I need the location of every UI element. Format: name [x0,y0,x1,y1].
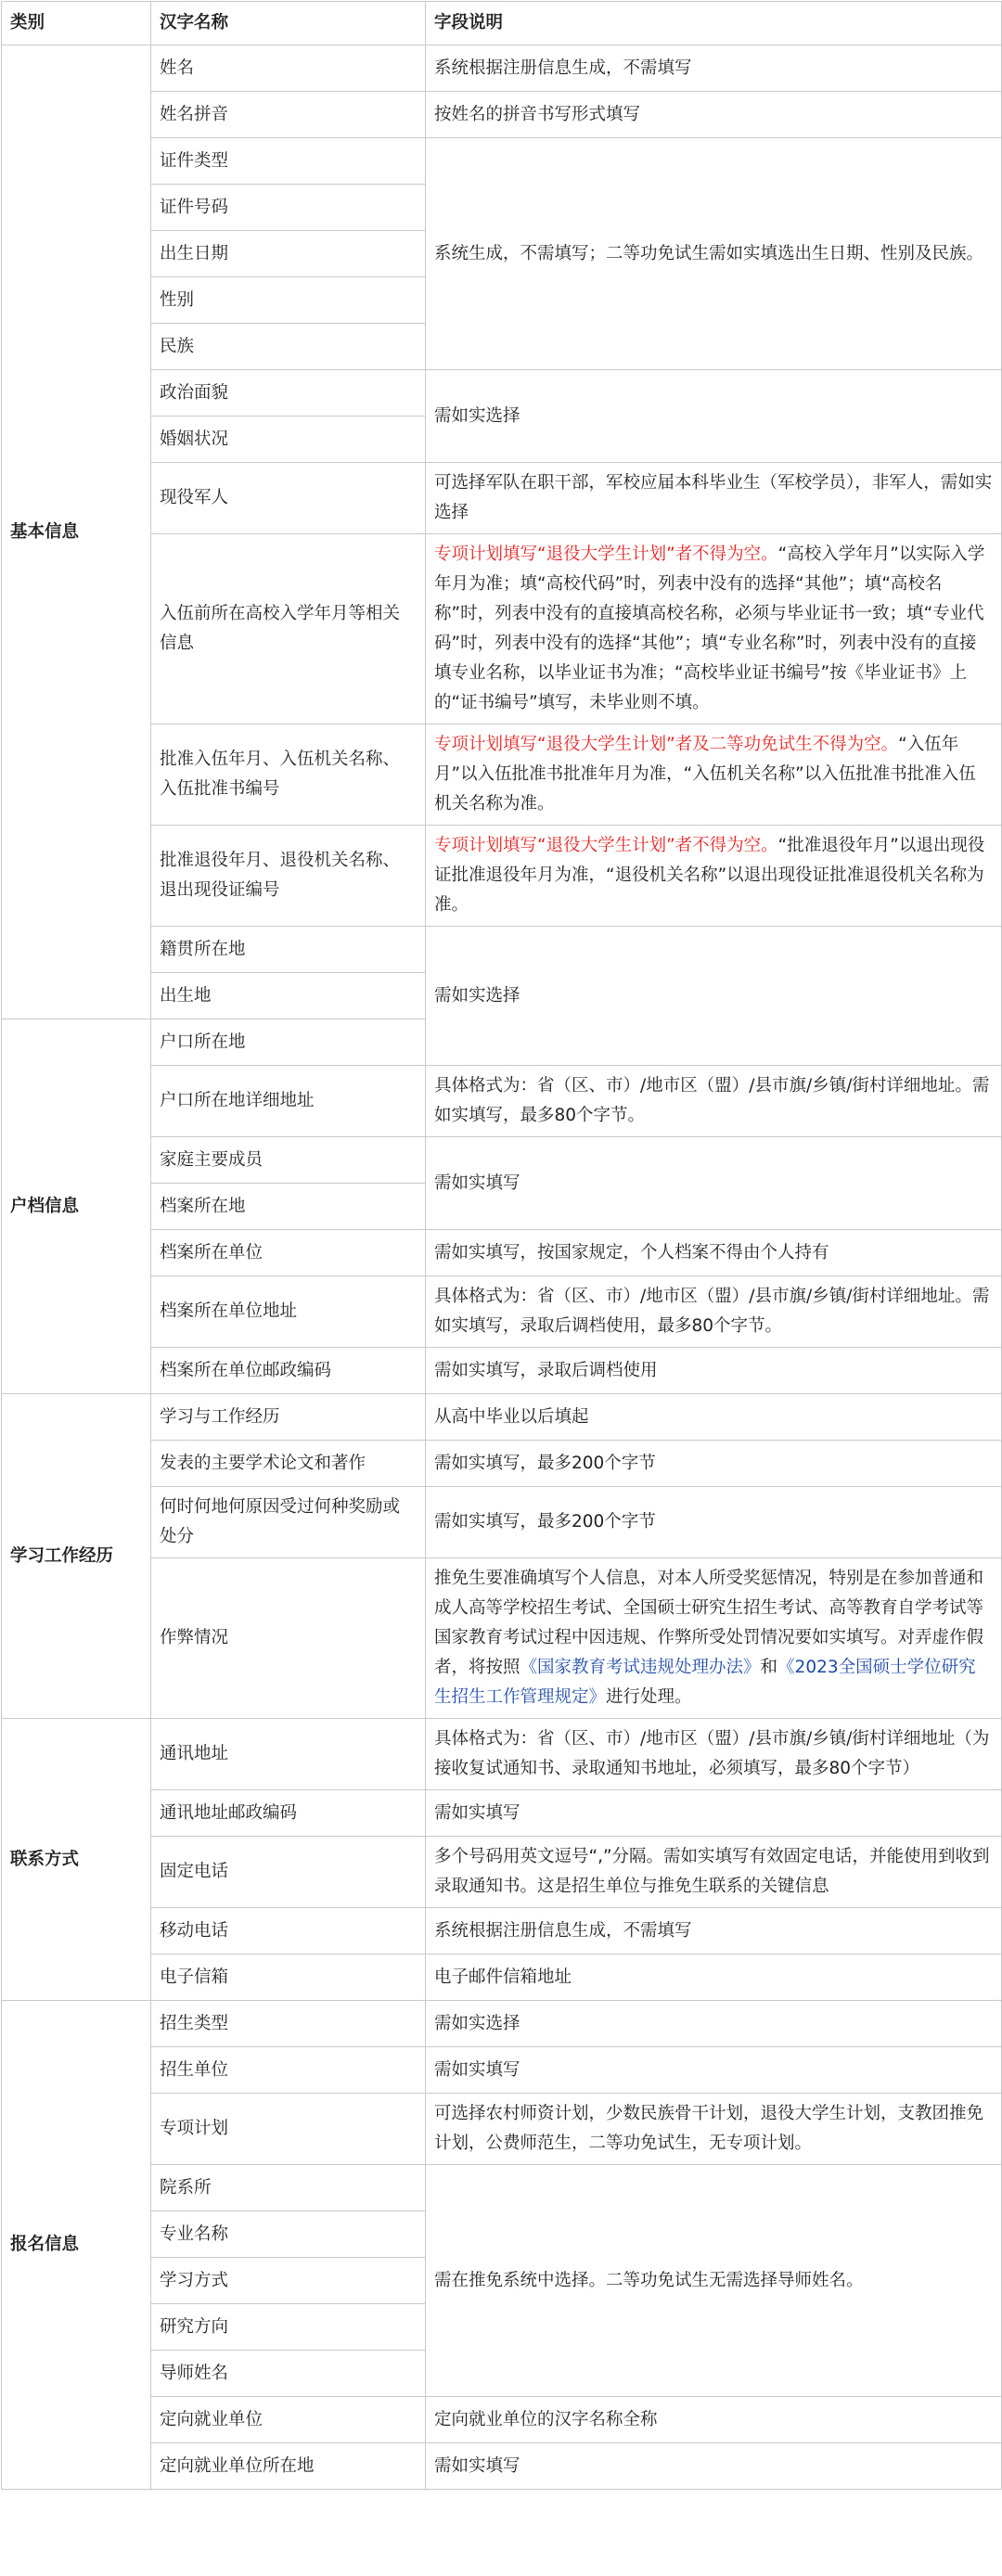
table-row [2,1066,1002,1137]
field-name: 何时何地何原因受过何种奖励或处分 [151,1487,426,1558]
field-description: 可选择军队在职干部，军校应届本科毕业生（军校学员），非军人，需如实选择 [426,463,1002,534]
field-description: 可选择农村师资计划，少数民族骨干计划，退役大学生计划，支教团推免计划，公费师范生，二等功免试生，无专项计划。 [426,2094,1002,2165]
field-name: 发表的主要学术论文和著作 [151,1441,426,1487]
field-name: 招生类型 [151,2001,426,2047]
table-header-row [2,2,1002,45]
field-name: 婚姻状况 [151,417,426,463]
field-name: 招生单位 [151,2047,426,2094]
field-description: 需在推免系统中选择。二等功免试生无需选择导师姓名。 [426,2165,1002,2397]
field-name: 学习与工作经历 [151,1394,426,1441]
field-name: 出生日期 [151,231,426,277]
field-description: 需如实填写 [426,2443,1002,2490]
table-row [2,724,1002,826]
field-name: 定向就业单位 [151,2397,426,2443]
field-name: 户口所在地 [151,1019,426,1066]
table-row [2,1394,1002,1441]
table-row [2,1790,1002,1837]
regulation-link[interactable]: 《2023全国硕士学位研究生招生工作管理规定》 [434,1658,976,1707]
field-name: 学习方式 [151,2258,426,2304]
field-description: 具体格式为：省（区、市）/地市区（盟）/县市旗/乡镇/街村详细地址。需如实填写，最多80个字节。 [426,1066,1002,1137]
field-name: 档案所在单位 [151,1230,426,1276]
description-text: “高校入学年月”以实际入学年月为准；填“高校代码”时，列表中没有的选择“其他”；填“高校名称”时，列表中没有的直接填高校名称，必须与毕业证书一致；填“专业代码”时，列表中没有的选择“其他”；填“专业名称”时，列表中没有的直接填专业名称，以毕业证书为准；“高校毕业证书编号”按《毕业证书》上的“证书编号”填写，未毕业则不填。 [434,545,985,712]
table-row [2,92,1002,138]
field-name: 出生地 [151,973,426,1019]
field-name: 批准退役年月、退役机关名称、退出现役证编号 [151,826,426,927]
field-description: 需如实选择 [426,370,1002,463]
header-field-description: 字段说明 [426,2,1002,45]
table-row [2,138,1002,185]
field-description: 需如实填写 [426,1137,1002,1230]
header-field-name: 汉字名称 [151,2,426,45]
field-name: 籍贯所在地 [151,927,426,973]
field-name: 现役军人 [151,463,426,534]
field-name: 户口所在地详细地址 [151,1066,426,1137]
field-name: 作弊情况 [151,1558,426,1719]
field-description [426,826,1002,927]
table-row [2,826,1002,927]
field-description: 系统根据注册信息生成，不需填写 [426,1908,1002,1954]
field-description: 需如实填写，最多200个字节 [426,1487,1002,1558]
table-row [2,1954,1002,2001]
field-description [426,534,1002,724]
field-name: 专业名称 [151,2211,426,2258]
field-description: 需如实填写，最多200个字节 [426,1441,1002,1487]
field-name: 证件号码 [151,185,426,231]
field-name: 批准入伍年月、入伍机关名称、入伍批准书编号 [151,724,426,826]
category-archive-info: 户档信息 [2,1019,151,1394]
category-study-work: 学习工作经历 [2,1394,151,1719]
field-description: 电子邮件信箱地址 [426,1954,1002,2001]
header-category: 类别 [2,2,151,45]
field-name: 导师姓名 [151,2351,426,2397]
table-row [2,1276,1002,1348]
field-description: 定向就业单位的汉字名称全称 [426,2397,1002,2443]
field-name: 定向就业单位所在地 [151,2443,426,2490]
field-name: 专项计划 [151,2094,426,2165]
table-row [2,1837,1002,1908]
required-note: 专项计划填写“退役大学生计划”者不得为空。 [434,545,778,564]
field-name: 通讯地址邮政编码 [151,1790,426,1837]
field-name: 政治面貌 [151,370,426,417]
category-basic-info: 基本信息 [2,45,151,1019]
field-name: 姓名 [151,45,426,92]
table-row [2,1230,1002,1276]
table-row [2,2001,1002,2047]
table-row [2,2047,1002,2094]
required-note: 专项计划填写“退役大学生计划”者不得为空。 [434,836,778,855]
field-name: 院系所 [151,2165,426,2211]
category-contact: 联系方式 [2,1719,151,2001]
table-row [2,2165,1002,2211]
field-name: 性别 [151,277,426,324]
field-description: 具体格式为：省（区、市）/地市区（盟）/县市旗/乡镇/街村详细地址。需如实填写，录取后调档使用，最多80个字节。 [426,1276,1002,1348]
field-name: 证件类型 [151,138,426,185]
field-name: 研究方向 [151,2304,426,2351]
field-description [426,724,1002,826]
table-row [2,1441,1002,1487]
field-description: 系统生成，不需填写；二等功免试生需如实填选出生日期、性别及民族。 [426,138,1002,370]
description-text: 推免生要准确填写个人信息，对本人所受奖惩情况，特别是在参加普通和成人高等学校招生考试、全国硕士研究生招生考试、高等教育自学考试等国家教育考试过程中因违规、作弊所受处罚情况要如实填写。对弄虚作假者，将按照 [434,1569,984,1677]
table-row [2,45,1002,92]
field-name: 入伍前所在高校入学年月等相关信息 [151,534,426,724]
description-text: 和 [760,1658,778,1677]
field-description: 需如实选择 [426,927,1002,1066]
table-row [2,1348,1002,1394]
field-name: 民族 [151,324,426,370]
field-description: 具体格式为：省（区、市）/地市区（盟）/县市旗/乡镇/街村详细地址（为接收复试通知书、录取通知书地址，必须填写，最多80个字节） [426,1719,1002,1790]
table-row [2,2443,1002,2490]
category-application: 报名信息 [2,2001,151,2490]
table-row [2,2094,1002,2165]
field-name: 档案所在单位地址 [151,1276,426,1348]
table-row [2,1908,1002,1954]
required-note: 专项计划填写“退役大学生计划”者及二等功免试生不得为空。 [434,735,899,754]
field-description: 需如实填写，录取后调档使用 [426,1348,1002,1394]
table-row [2,927,1002,973]
regulation-link[interactable]: 《国家教育考试违规处理办法》 [520,1658,761,1677]
field-name: 通讯地址 [151,1719,426,1790]
table-row [2,1558,1002,1719]
field-name: 家庭主要成员 [151,1137,426,1184]
field-description: 需如实填写 [426,2047,1002,2094]
table-row [2,2397,1002,2443]
field-description: 从高中毕业以后填起 [426,1394,1002,1441]
table-row [2,1137,1002,1184]
field-description: 按姓名的拼音书写形式填写 [426,92,1002,138]
table-row [2,1487,1002,1558]
field-name: 电子信箱 [151,1954,426,2001]
table-row [2,1719,1002,1790]
field-name: 姓名拼音 [151,92,426,138]
field-description: 系统根据注册信息生成，不需填写 [426,45,1002,92]
table-row [2,463,1002,534]
description-text: 进行处理。 [606,1687,692,1707]
field-description: 多个号码用英文逗号“,”分隔。需如实填写有效固定电话，并能使用到收到录取通知书。这是招生单位与推免生联系的关键信息 [426,1837,1002,1908]
field-description: 需如实选择 [426,2001,1002,2047]
field-description: 需如实填写，按国家规定，个人档案不得由个人持有 [426,1230,1002,1276]
field-description-table [1,1,1002,2490]
field-description: 需如实填写 [426,1790,1002,1837]
field-name: 固定电话 [151,1837,426,1908]
field-name: 档案所在地 [151,1184,426,1230]
table-row [2,370,1002,417]
field-name: 档案所在单位邮政编码 [151,1348,426,1394]
field-description [426,1558,1002,1719]
description-text: “批准退役年月”以退出现役证批准退役年月为准，“退役机关名称”以退出现役证批准退役机关名称为准。 [434,836,985,915]
field-name: 移动电话 [151,1908,426,1954]
description-text: “入伍年月”以入伍批准书批准年月为准，“入伍机关名称”以入伍批准书批准入伍机关名称为准。 [434,735,976,814]
table-row [2,534,1002,724]
